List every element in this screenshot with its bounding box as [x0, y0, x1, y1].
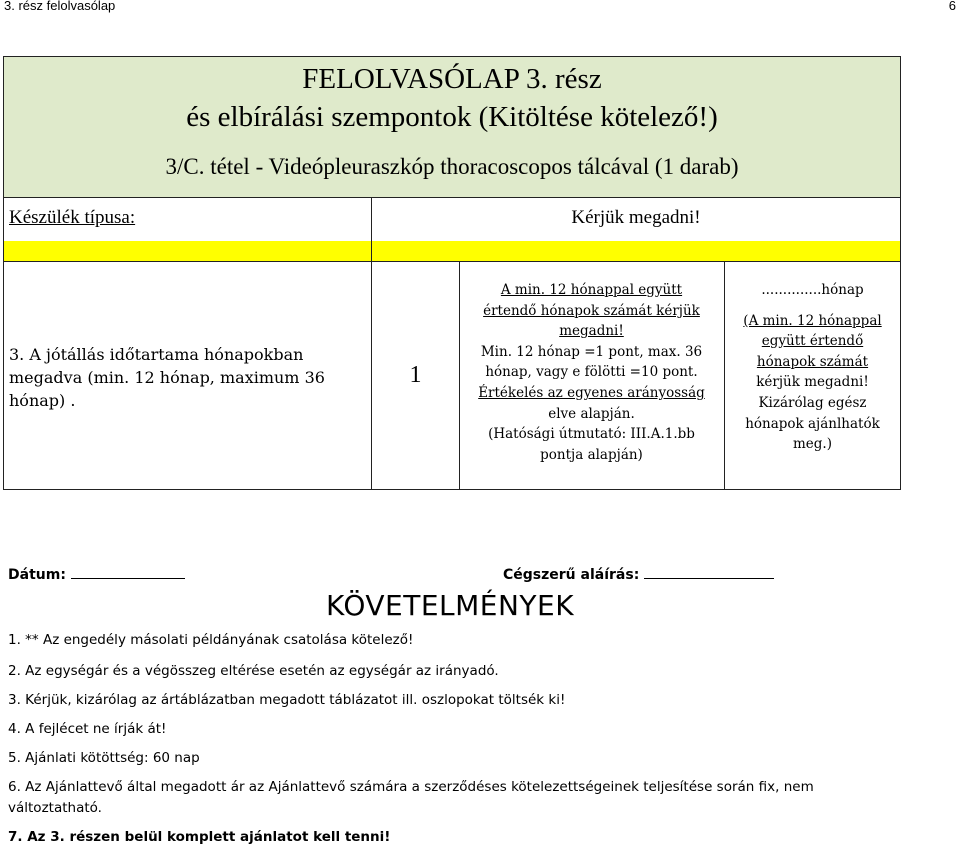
answer-note-line: együtt értendő [761, 333, 864, 350]
criterion-name-cell [4, 261, 371, 489]
date-label: Dátum: [8, 567, 66, 583]
rule-line: pontja alapján) [540, 446, 643, 463]
requirement-item-continuation: változtatható. [8, 800, 102, 816]
requirement-item: 5. Ajánlati kötöttség: 60 nap [8, 750, 200, 766]
device-type-field[interactable]: Kérjük megadni! [371, 197, 900, 241]
weight-cell: 1 [371, 261, 460, 489]
criterion-name-line: hónap) . [9, 391, 76, 410]
signature-field[interactable] [644, 577, 774, 579]
requirement-item: 1. ** Az engedély másolati példányának csatolása kötelező! [8, 632, 414, 648]
criterion-name-line: megadva (min. 12 hónap, maximum 36 [9, 368, 325, 387]
requirements-heading: KÖVETELMÉNYEK [326, 589, 575, 622]
signature-label: Cégszerű aláírás: [503, 567, 640, 583]
rule-line: Min. 12 hónap =1 pont, max. 36 [480, 343, 703, 360]
signature-block [503, 567, 774, 583]
answer-note-line: kérjük megadni! [756, 374, 869, 391]
scoring-rule-cell [459, 261, 725, 489]
answer-note-line: hónapok számát [756, 353, 869, 370]
title-block [4, 57, 900, 198]
warranty-row [4, 261, 900, 489]
requirement-item: 7. Az 3. részen belül komplett ajánlatot kell tenni! [8, 829, 391, 845]
rule-line: hónap, vagy e fölötti =10 pont. [485, 364, 698, 381]
requirement-item: 4. A fejlécet ne írják át! [8, 721, 167, 737]
rule-line: Értékelés az egyenes arányosság [478, 384, 705, 401]
date-field[interactable] [71, 577, 185, 579]
requirement-item: 2. Az egységár és a végösszeg eltérése esetén az egységár az irányadó. [8, 663, 499, 679]
device-type-label: Készülék típusa: [9, 207, 136, 228]
offer-table [3, 56, 901, 490]
running-header-title: 3. rész felolvasólap [4, 0, 116, 13]
form-title: FELOLVASÓLAP 3. rész [302, 63, 602, 95]
device-type-row [4, 197, 900, 242]
answer-cell[interactable] [725, 261, 900, 489]
item-title: 3/C. tétel - Videópleuraszkóp thoracoscopos tálcával (1 darab) [165, 154, 739, 179]
requirement-item: 6. Az Ajánlattevő által megadott ár az Ajánlattevő számára a szerződéses kötelezettségeinek teljesítése során fix, nem [8, 779, 814, 795]
rule-line: (Hatósági útmutató: III.A.1.bb [488, 426, 695, 443]
answer-note-line: Kizárólag egész [758, 394, 867, 411]
page-number: 6 [948, 0, 956, 13]
date-block [8, 567, 185, 583]
rule-line: A min. 12 hónappal együtt [500, 282, 683, 298]
rule-line: megadni! [559, 323, 624, 340]
answer-note-line: (A min. 12 hónappal [743, 312, 882, 329]
highlight-row [4, 241, 900, 262]
answer-field[interactable]: ..............hónap [761, 282, 864, 298]
requirement-item: 3. Kérjük, kizárólag az ártáblázatban megadott táblázatot ill. oszlopokat töltsék ki! [8, 692, 566, 708]
rule-line: elve alapján. [548, 405, 635, 422]
criterion-name-line: 3. A jótállás időtartama hónapokban [9, 345, 304, 364]
answer-note-line: meg.) [793, 436, 832, 453]
form-subtitle: és elbírálási szempontok (Kitöltése kötelező!) [186, 101, 718, 133]
rule-line: értendő hónapok számát kérjük [483, 302, 700, 319]
answer-note-line: hónapok ajánlhatók [745, 415, 880, 432]
